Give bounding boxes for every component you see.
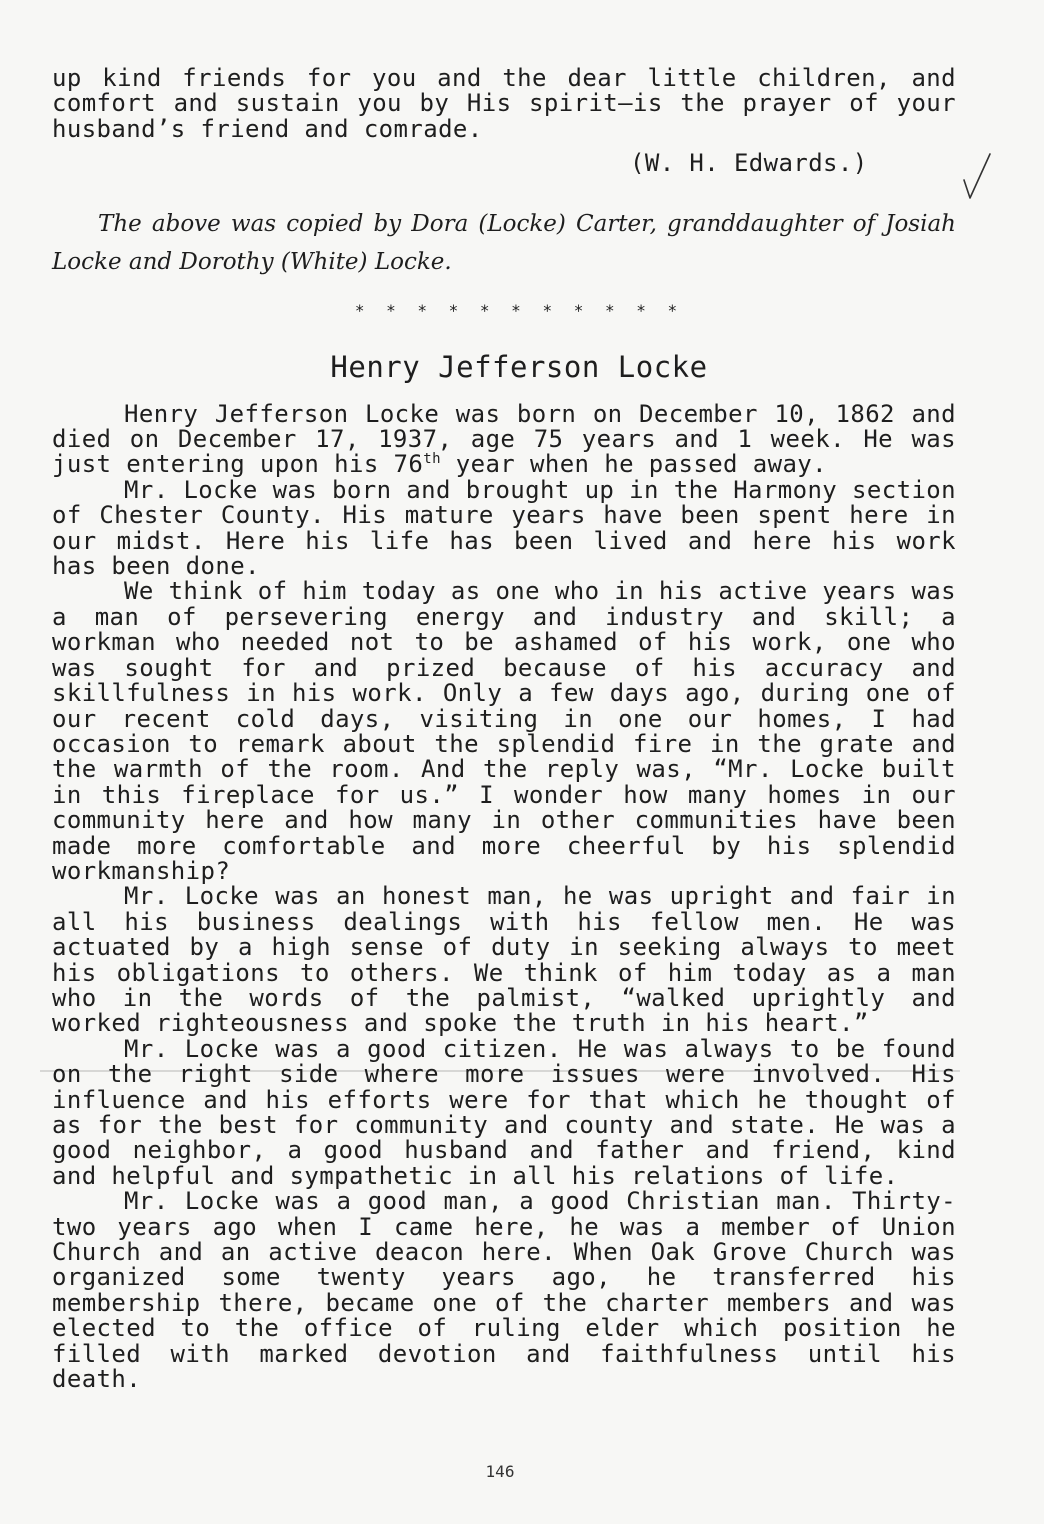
article-paragraph-2: Mr. Locke was born and brought up in the Harmony section of Chester County. His mature years have been spent here in our midst. Here his life has been lived and here his work has been done. — [52, 475, 956, 581]
article-paragraph-6: Mr. Locke was a good man, a good Christian man. Thirty-two years ago when I came here, he was a member of Union Church and an active deacon here. When Oak Grove Church was organized some twenty years ago, he transferred his membership there, became one of the charter members and was elected to the office of ruling elder which position he filled with marked devotion and faithfulness until his death. — [52, 1187, 956, 1394]
section-divider: * * * * * * * * * * * — [354, 300, 684, 320]
handwritten-checkmark — [960, 150, 994, 202]
paragraph-1-text-b: year when he passed away. — [440, 450, 827, 479]
paragraph-1-text-a: Henry Jefferson Locke was born on December 10, 1862 and died on December 17, 1937, age 75 years and 1 week. He was just entering upon his 76 — [52, 399, 956, 479]
article-paragraph-5: Mr. Locke was a good citizen. He was always to be found on the right side where more issues were involved. His influence and his efforts were for that which he thought of as for the best for community and county and state. He was a good neighbor, a good husband and father and friend, kind and helpful and sympathetic in all his relations of life. — [52, 1034, 956, 1190]
letter-signature: (W. H. Edwards.) — [630, 149, 868, 178]
ordinal-suffix: th — [423, 451, 441, 468]
document-page — [52, 66, 956, 1392]
letter-closing: up kind friends for you and the dear little children, and comfort and sustain you by His spirit—is the prayer of your husband’s friend and comrade. — [52, 64, 956, 143]
copied-by-note: The above was copied by Dora (Locke) Carter, granddaughter of Josiah Locke and Dorothy (White) Locke. — [52, 210, 956, 275]
article-paragraph-4: Mr. Locke was an honest man, he was upright and fair in all his business dealings with his fellow men. He was actuated by a high sense of duty in seeking always to meet his obligations to others. We think of him today as a man who in the words of the palmist, “walked uprightly and worked righteousness and spoke the truth in his heart.” — [52, 882, 956, 1038]
page-number: 146 — [485, 1462, 515, 1481]
article-title: Henry Jefferson Locke — [330, 349, 708, 384]
article-paragraph-1 — [52, 399, 956, 479]
article-paragraph-3: We think of him today as one who in his active years was a man of persevering energy and industry and skill; a workman who needed not to be ashamed of his work, one who was sought for and prized because of his accuracy and skillfulness in his work. Only a few days ago, during one of our recent cold days, visiting in one our homes, I had occasion to remark about the splendid fire in the grate and the warmth of the room. And the reply was, “Mr. Locke built in this fireplace for us.” I wonder how many homes in our community here and how many in other communities have been made more comfortable and more cheerful by his splendid workmanship? — [52, 577, 956, 885]
